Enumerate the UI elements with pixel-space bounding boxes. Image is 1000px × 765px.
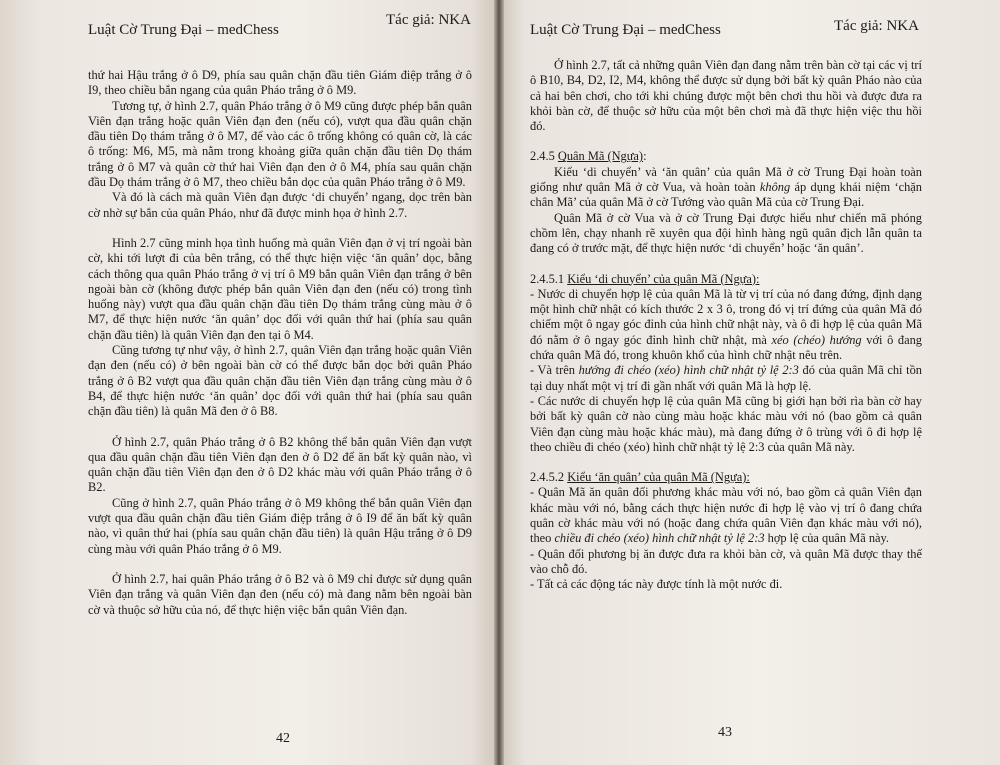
left-header-author: Tác giả: NKA	[386, 12, 471, 28]
paragraph: Quân Mã ở cờ Vua và ở cờ Trung Đại được hiểu như chiến mã phóng chồm lên, chạy nhanh rẽ xuyên qua đội hình hàng ngũ quân địch lẫn quân ta đang có ở trước mặt, để thực hiện nước ‘di chuyển’ hoặc ‘ăn quân’.	[530, 210, 922, 256]
section-title: Quân Mã (Ngựa)	[557, 149, 644, 164]
page-number: 43	[718, 725, 732, 740]
right-header-title: Luật Cờ Trung Đại – medChess	[530, 22, 721, 38]
list-item: - Quân Mã ăn quân đối phương khác màu với nó, bao gồm cả quân Viên đạn khác màu với nó, bằng cách thực hiện nước đi hợp lệ vào vị trí ô đang chứa quân cờ khác màu với nó (hoặc đang chứa quân Viên đạn khác màu với nó), theo chiều đi chéo (xéo) hình chữ nhật tỷ lệ 2:3 hợp lệ của quân Mã này.	[530, 485, 922, 546]
paragraph: Ở hình 2.7, tất cả những quân Viên đạn đang nằm trên bàn cờ tại các vị trí ô B10, B4, D2, I2, M4, không thể được sử dụng bởi bất kỳ quân Pháo nào của cả hai bên chơi, cho tới khi chúng được một bên chơi thu hồi và được đưa ra khỏi bàn cờ, để thuộc sở hữu của một bên chơi mà đã thực hiện việc thu hồi đó.	[530, 58, 922, 134]
subsection-title: Kiểu ‘di chuyển’ của quân Mã (Ngựa):	[567, 271, 760, 286]
right-header-author: Tác giả: NKA	[834, 18, 919, 34]
subsection-heading	[530, 470, 922, 485]
paragraph: Kiểu ‘di chuyển’ và ‘ăn quân’ của quân Mã ở cờ Trung Đại hoàn toàn giống như quân Mã ở cờ Vua, và hoàn toàn không áp dụng khái niệm ‘chặn chân Mã’ của quân Mã ở cờ Tướng vào quân Mã của cờ Trung Đại.	[530, 164, 922, 210]
paragraph: Ở hình 2.7, hai quân Pháo trắng ở ô B2 và ô M9 chỉ được sử dụng quân Viên đạn trắng và quân Viên đạn đen (nếu có) mà đang nằm bên ngoài bàn cờ và thuộc sở hữu của nó, để thực hiện việc bắn quân Viên đạn.	[88, 571, 472, 617]
page-number: 42	[276, 731, 290, 746]
section-heading: 2.4.5 Quân Mã (Ngựa):	[530, 149, 647, 164]
list-item: - Và trên hướng đi chéo (xéo) hình chữ nhật tỷ lệ 2:3 đó của quân Mã chỉ tồn tại duy nhất một vị trí đi gần nhất với quân Mã là hợp lệ.	[530, 363, 922, 393]
subsection-heading	[530, 272, 922, 287]
section-number: 2.4.5	[530, 149, 555, 164]
paragraph: Tương tự, ở hình 2.7, quân Pháo trắng ở ô M9 cũng được phép bắn quân Viên đạn trắng hoặc quân Viên đạn đen (nếu có), vượt qua đầu quân chặn đầu tiên Dọ thám trắng ở ô M7, để vào các ô trống không có quân cờ, là các ô trống: M6, M5, mà nằm trong khoảng giữa quân chặn đầu tiên Dọ thám trắng ở ô M7 và quân cờ thứ hai Viên đạn đen ở ô M4, phía sau quân chặn đầu Dọ thám trắng ở ô M7, theo chiều bắn dọc của quân Pháo trắng ở ô M9.	[88, 98, 472, 190]
paragraph: Hình 2.7 cũng minh họa tình huống mà quân Viên đạn ở vị trí ngoài bàn cờ, khi tới lượt đi của bên trắng, có thể thực hiện việc ‘ăn quân’ dọc, bằng cách thông qua quân Pháo trắng ở vị trí ô M9 bắn quân Viên đạn trắng ở bên ngoài bàn cờ (không được phép bắn quân Viên đạn đen (nếu có) trong tình huống này) vượt qua đầu quân chặn đầu tiên Dọ thám trắng cùng màu ở ô M7, để thực hiện nước ‘ăn quân’ dọc đối với quân thứ hai (phía sau quân chặn đầu tiên) là quân Viên đạn đen tại ô M4.	[88, 235, 472, 342]
list-item: - Nước di chuyển hợp lệ của quân Mã là từ vị trí của nó đang đứng, định dạng một hình chữ nhật có kích thước 2 x 3 ô, trong đó vị trí đứng của quân Mã đó chiếm một ô ngay góc đỉnh của hình chữ nhật này, và ô đi hợp lệ của quân Mã đó nằm ở ô ngay góc đỉnh hình chữ nhật, mà xéo (chéo) hướng với ô đang chứa quân Mã đó, trong khuôn khổ của hình chữ nhật nêu trên.	[530, 286, 922, 363]
subsection-number: 2.4.5.2	[530, 470, 565, 485]
right-page	[500, 0, 1000, 765]
book-gutter	[494, 0, 504, 765]
list-item: - Các nước di chuyển hợp lệ của quân Mã cũng bị giới hạn bởi rìa bàn cờ hay bởi bất kỳ quân cờ nào cùng màu hoặc khác màu với nó (bao gồm cả quân Viên đạn cùng màu hoặc khác màu), mà đang đứng ở ô trùng với ô đi hợp lệ theo chiều đi chéo (xéo) hình chữ nhật tỷ lệ 2:3 của quân Mã này.	[530, 393, 922, 454]
subsection-number: 2.4.5.1	[530, 271, 565, 286]
paragraph: thứ hai Hậu trắng ở ô D9, phía sau quân chặn đầu tiên Giám điệp trắng ở ô I9, theo chiều bắn ngang của quân Pháo trắng ở ô M9.	[88, 68, 472, 98]
left-page-body	[88, 68, 472, 618]
right-page-body	[530, 58, 922, 593]
paragraph: Cũng ở hình 2.7, quân Pháo trắng ở ô M9 không thể bắn quân Viên đạn vượt qua đầu quân chặn đầu tiên Giám điệp trắng ở ô I9 để ăn bất kỳ quân nào, vì quân thứ hai (phía sau quân chặn đầu tiên) là quân Hậu trắng ở ô D9 cùng màu với quân Pháo trắng ở ô M9.	[88, 495, 472, 556]
left-header-title: Luật Cờ Trung Đại – medChess	[88, 22, 279, 38]
left-page	[0, 0, 498, 765]
paragraph: Ở hình 2.7, quân Pháo trắng ở ô B2 không thể bắn quân Viên đạn vượt qua đầu quân chặn đầu tiên Viên đạn đen ở ô D2 để ăn bất kỳ quân nào, vì quân chặn đầu tiên Viên đạn đen ở ô D2 khác màu với quân Pháo trắng ở ô B2.	[88, 434, 472, 495]
subsection-title: Kiểu ‘ăn quân’ của quân Mã (Ngựa):	[567, 470, 750, 485]
paragraph: Cũng tương tự như vậy, ở hình 2.7, quân Viên đạn trắng hoặc quân Viên đạn đen (nếu có) ở bên ngoài bàn cờ có thể được bắn dọc bởi quân Pháo trắng ở ô B2 vượt qua đầu quân chặn đầu tiên Viên đạn trắng cùng màu ở ô B4, để thực hiện nước ‘ăn quân’ dọc đối với quân thứ hai (phía sau quân chặn đầu tiên) là quân Mã đen ở ô B8.	[88, 343, 472, 419]
list-item: - Quân đối phương bị ăn được đưa ra khỏi bàn cờ, và quân Mã được thay thế vào chỗ đó.	[530, 546, 922, 576]
paragraph: Và đó là cách mà quân Viên đạn được ‘di chuyển’ ngang, dọc trên bàn cờ nhờ sự bắn của quân Pháo, như đã được minh họa ở hình 2.7.	[88, 190, 472, 220]
list-item: - Tất cả các động tác này được tính là một nước đi.	[530, 577, 783, 592]
